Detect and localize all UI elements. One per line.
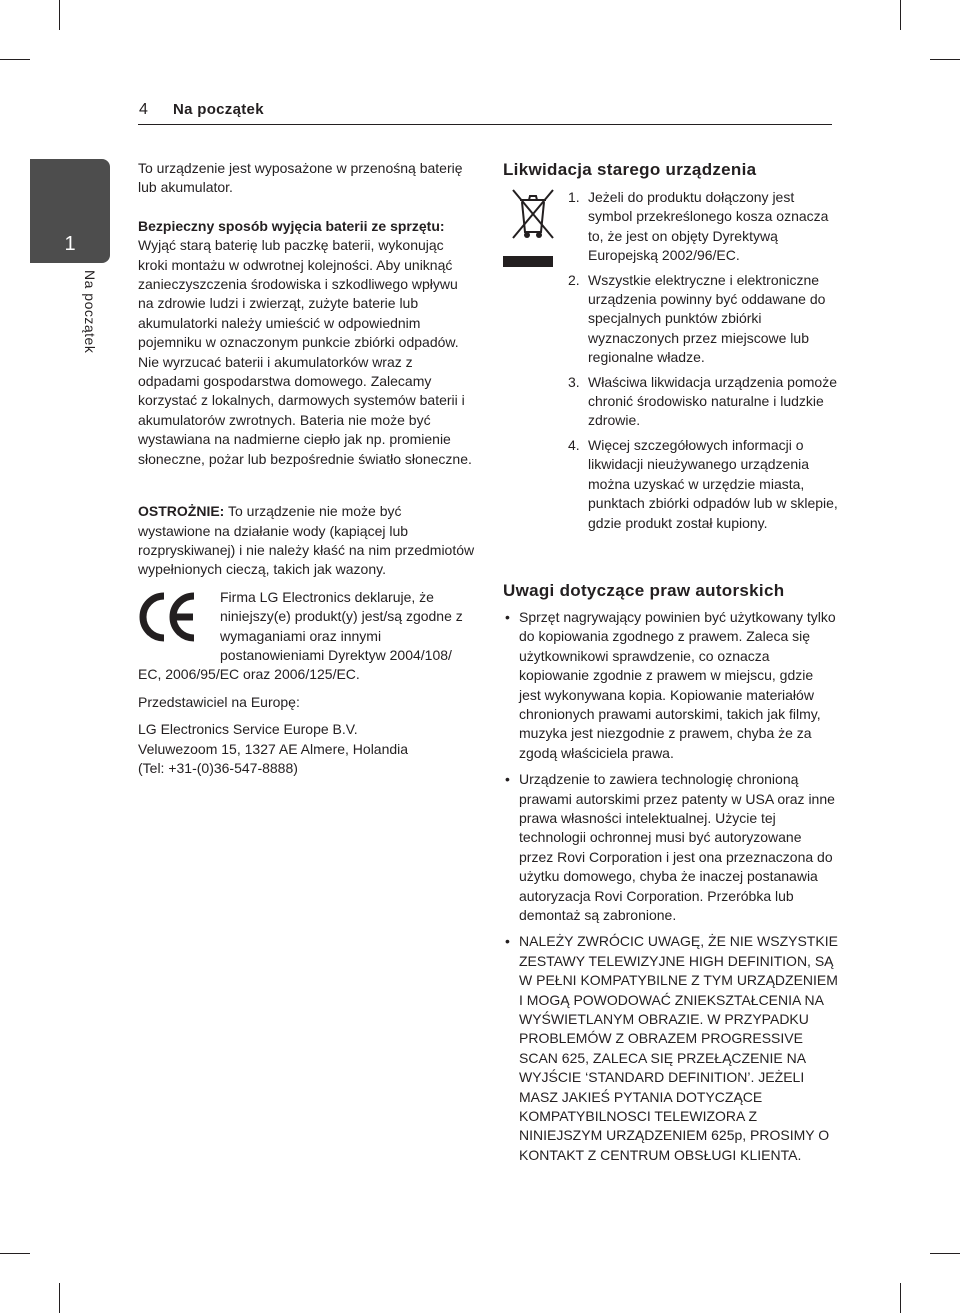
ce-declaration-text-cont: EC, 2006/95/EC oraz 2006/125/EC. — [138, 666, 360, 683]
list-item: 4. Więcej szczegółowych informacji o likwidacji nieużywanego urządzenia można uzyskać w urzędzie miasta, punktach zbiórki odpadów lub w sklepie, gdzie produkt został kupiony. — [568, 436, 838, 531]
crop-mark — [0, 1253, 30, 1254]
crossed-bin-icon — [511, 188, 555, 244]
list-item: 3. Właściwa likwidacja urządzenia pomoże chronić środowisko naturalne i ludzkie zdrowie. — [568, 373, 837, 429]
crop-mark — [930, 1253, 960, 1254]
address-line-3: (Tel: +31-(0)36-547-8888) — [138, 759, 298, 776]
battery-intro: To urządzenie jest wyposażone w przenośną baterię lub akumulator. — [138, 160, 463, 196]
copyright-list — [503, 608, 838, 1165]
weee-bar — [503, 256, 553, 267]
header-divider — [138, 124, 832, 125]
caution-text: To urządzenie nie może być wystawione na działanie wody (kapiącej lub rozpryskiwanej) i nie należy kłaść na nim przedmiotów wypełnionych cieczą, takich jak wazony. — [138, 503, 475, 578]
caution-paragraph — [138, 502, 476, 580]
crop-mark — [930, 59, 960, 60]
list-item: • Sprzęt nagrywający powinien być użytkowany tylko do kopiowania zgodnego z prawem. Zaleca się użytkownikowi sprawdzenie, co oznacza kopiowanie zgodnie z prawem w miejscu, gdzie jest wykonywana kopia. Kopiowanie materiałów chronionych prawami autorskimi, takich jak filmy, muzyka jest niezgodnie z prawem, chyba że za zgodą właściciela prawa. — [503, 608, 838, 763]
list-item: • Urządzenie to zawiera technologię chronioną prawami autorskimi przez patenty w USA oraz inne prawa własności intelektualnej. Użycie tej technologii ochronnej musi być autoryzowane przez Rovi Corporation i jest ona przeznaczona do użytku domowego, chyba że inaczej postanawia autoryzacja Rovi Corporation. Przeróbka lub demontaż są zabronione. — [503, 770, 838, 925]
crop-mark — [0, 59, 30, 60]
ce-mark-icon — [138, 592, 196, 642]
disposal-heading: Likwidacja starego urządzenia — [503, 160, 757, 179]
address-line-1: LG Electronics Service Europe B.V. — [138, 721, 358, 738]
list-item: • NALEŻY ZWRÓCIC UWAGĘ, ŻE NIE WSZYSTKIE ZESTAWY TELEWIZYJNE HIGH DEFINITION, SĄ W PEŁNI KOMPATYBILNE Z TYM URZĄDZENIEM I MOGĄ POWODOWAĆ ZNIEKSZTAŁCENIA NA WYŚWIETLANYM OBRAZIE. W PRZYPADKU PROBLEMÓW Z OBRAZEM PROGRESSIVE SCAN 625, ZALECA SIĘ PRZEŁĄCZENIE NA WYJŚCIE ‘STANDARD DEFINITION’. JEŻELI MASZ JAKIEŚ PYTANIA DOTYCZĄCE KOMPATYBILNOSCI TELEWIZORA Z NINIEJSZYM URZĄDZENIEM 625p, PROSIMY O KONTAKT Z CENTRUM OBSŁUGI KLIENTA. — [503, 932, 838, 1165]
left-column — [138, 159, 476, 778]
crop-mark — [59, 1283, 60, 1313]
address-line-2: Veluwezoom 15, 1327 AE Almere, Holandia — [138, 740, 409, 757]
page-title: Na początek — [173, 101, 264, 118]
crop-mark — [900, 1283, 901, 1313]
list-item: 2. Wszystkie elektryczne i elektroniczne urządzenia powinny być oddawane do specjalnych punktów zbiórki wyznaczonych przez miejscowe lub regionalne władze. — [568, 271, 826, 366]
crop-mark — [59, 0, 60, 30]
list-item: 1. Jeżeli do produktu dołączony jest symbol przekreślonego kosza oznacza to, że jest on objęty Dyrektywą Europejską 2002/96/EC. — [568, 189, 829, 264]
chapter-label: Na początek — [82, 270, 98, 354]
battery-removal-text: Wyjąć starą baterię lub paczkę baterii, wykonując kroki montażu w odwrotnej kolejności. Aby uniknąć zanieczyszczenia środowiska i szkodliwego wpływu na zdrowie ludzi i zwierząt, zużyte baterie lub akumulatorki należy umieścić w odpowiednim pojemniku w oznaczonym punkcie zbiórki odpadów. Nie wyrzucać baterii i akumulatorków wraz z odpadami gospodarstwa domowego. Zalecamy korzystać z lokalnych, darmowych systemów baterii i akumulatorów zwrotnych. Bateria nie może być wystawiana na nadmierne ciepło jak np. promienie słoneczne, pożar lub bezpośrednie światło słoneczne. — [138, 237, 472, 467]
page-number: 4 — [139, 101, 148, 118]
ce-declaration — [138, 588, 476, 685]
chapter-number: 1 — [64, 233, 76, 255]
crop-mark — [900, 0, 901, 30]
ce-declaration-text: Firma LG Electronics deklaruje, że niniejszy(e) produkt(y) jest/są zgodne z wymaganiami oraz innymi postanowieniami Dyrektyw 2004/108/ — [220, 588, 463, 663]
disposal-section — [503, 188, 838, 533]
copyright-heading: Uwagi dotyczące praw autorskich — [503, 580, 785, 600]
caution-label: OSTROŻNIE: — [138, 503, 225, 520]
battery-removal-heading: Bezpieczny sposób wyjęcia baterii ze sprzętu: — [138, 217, 445, 234]
right-column — [503, 159, 838, 1172]
representative-label: Przedstawiciel na Europę: — [138, 693, 300, 710]
